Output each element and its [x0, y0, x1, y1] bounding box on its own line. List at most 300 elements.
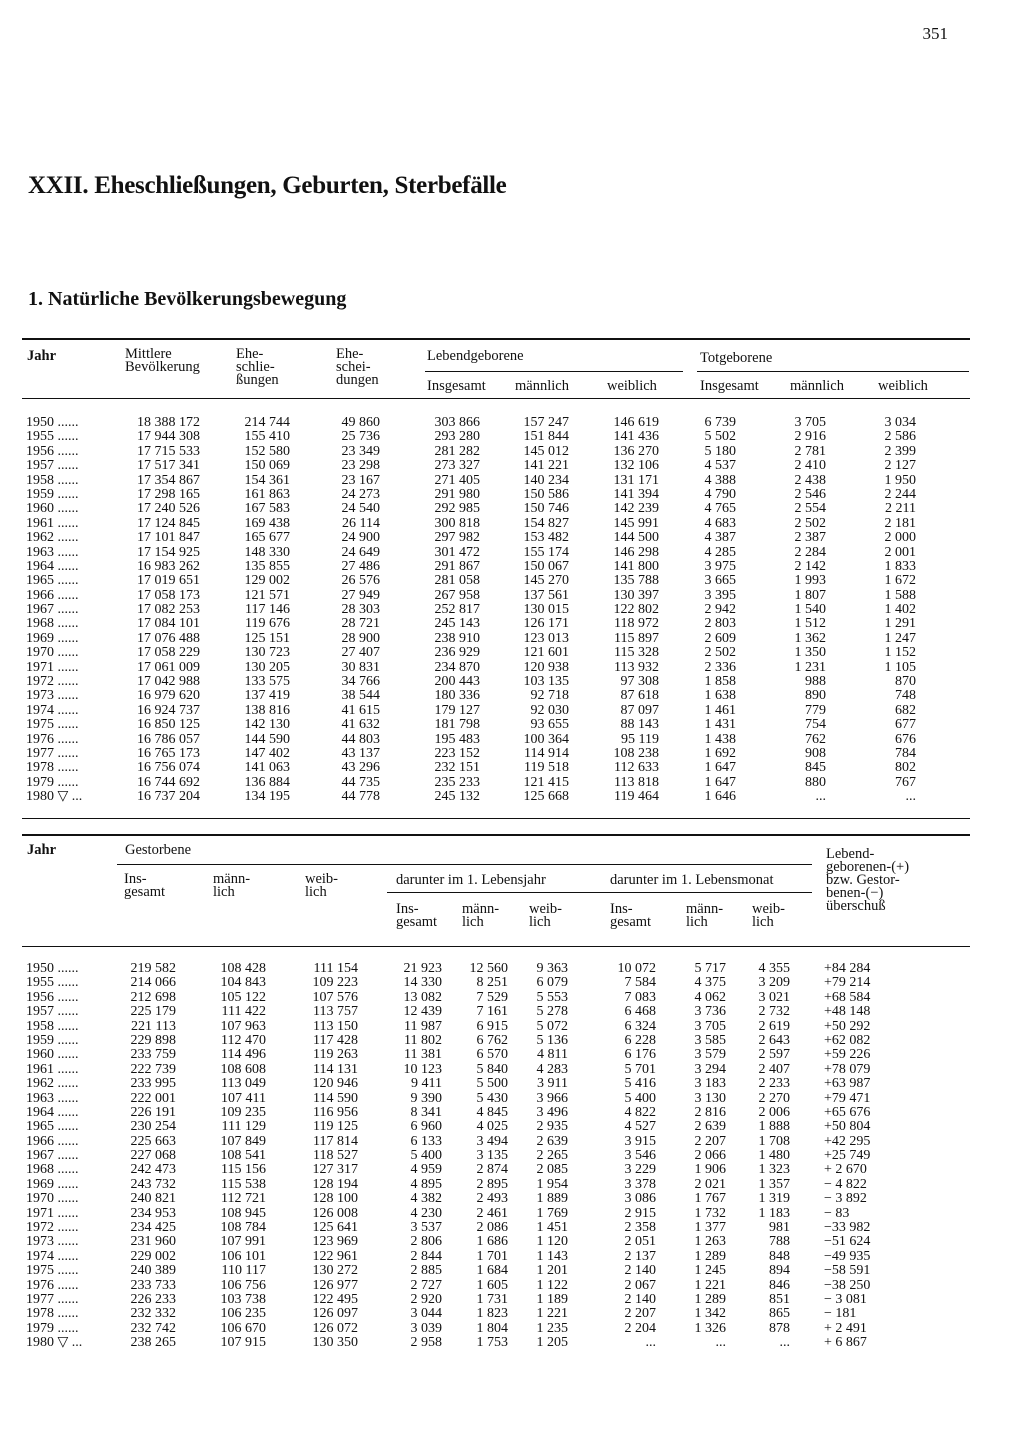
table1-cell-marriages: 136 884 [244, 774, 290, 790]
table2-cell-deaths-female: 119 125 [313, 1119, 358, 1135]
table2-cell-year-male: 5 500 [476, 1076, 508, 1092]
table2-cell-surplus: − 3 081 [824, 1291, 867, 1307]
table2-cell-deaths-total: 240 821 [130, 1191, 176, 1207]
table1-header-population: Mittlere Bevölkerung [125, 346, 200, 375]
table2-cell-year-male: 2 493 [476, 1191, 508, 1207]
table2-cell-deaths-male: 115 156 [221, 1162, 266, 1178]
table1-cell-still-female: 2 586 [884, 429, 916, 445]
table2-cell-year-female: 5 072 [536, 1018, 568, 1034]
table2-cell-years: 1966 ...... [26, 1133, 79, 1149]
table2-top-rule [22, 834, 970, 836]
table2-cell-deaths-male: 108 608 [220, 1061, 266, 1077]
table1-cell-live-male: 103 135 [523, 674, 569, 690]
table1-header-marriages: Ehe- schlie- ßungen [236, 346, 279, 388]
table2-cell-year-female: 1 769 [536, 1205, 568, 1221]
table1-cell-live-female: 141 436 [613, 429, 659, 445]
table2-cell-deaths-male: 107 963 [220, 1018, 266, 1034]
table1-cell-population: 16 765 173 [137, 745, 200, 761]
table1-cell-population: 17 298 165 [137, 486, 200, 502]
table1-cell-live-female: 97 308 [620, 674, 659, 690]
table1-cell-still-male: 1 231 [794, 659, 826, 675]
table2-cell-year-female: 5 553 [536, 989, 568, 1005]
table2-cell-deaths-female: 117 428 [313, 1032, 358, 1048]
table2-cell-month-total: 3 546 [624, 1148, 656, 1164]
table1-cell-marriages: 129 002 [244, 573, 290, 589]
table2-cell-month-male: 1 732 [694, 1205, 726, 1221]
table2-header-deaths-total: Ins- gesamt [124, 871, 166, 900]
table1-cell-still-male: 2 546 [794, 486, 826, 502]
table2-cell-deaths-male: 114 496 [221, 1047, 266, 1063]
table2-gestorbene-rule [117, 864, 812, 865]
table2-cell-deaths-total: 225 179 [130, 1004, 176, 1020]
table2-cell-year-total: 2 958 [410, 1335, 442, 1351]
table2-cell-month-total: 2 051 [624, 1234, 656, 1250]
table1-cell-years: 1966 ...... [26, 587, 79, 603]
table2-cell-deaths-female: 119 263 [313, 1047, 358, 1063]
table1-cell-live-female: 131 171 [613, 472, 659, 488]
table2-cell-deaths-male: 108 945 [220, 1205, 266, 1221]
table1-cell-still-total: 2 336 [704, 659, 736, 675]
table1-cell-live-male: 121 415 [523, 774, 569, 790]
table1-cell-marriages: 148 330 [244, 544, 290, 560]
table1-cell-live-male: 153 482 [523, 530, 569, 546]
table2-col-deaths-female [298, 962, 358, 1351]
table2-cell-month-total: 10 072 [617, 961, 656, 976]
table2-cell-years: 1973 ...... [26, 1234, 79, 1250]
table2-cell-year-male: 1 823 [476, 1306, 508, 1322]
table1-cell-live-total: 267 958 [434, 587, 480, 603]
table1-cell-still-total: 5 180 [704, 443, 736, 459]
table2-cell-years: 1976 ...... [26, 1277, 79, 1293]
table2-cell-deaths-female: 111 154 [313, 961, 358, 976]
table2-cell-month-female: 1 480 [758, 1148, 790, 1164]
table2-cell-month-female: 2 407 [758, 1061, 790, 1077]
table2-cell-year-total: 9 390 [410, 1090, 442, 1106]
table1-cell-live-female: 141 394 [613, 486, 659, 502]
table2-cell-deaths-female: 116 956 [313, 1104, 358, 1120]
table2-cell-month-total: 7 584 [624, 975, 656, 991]
table2-cell-surplus: −33 982 [824, 1220, 871, 1236]
table1-cell-still-total: 1 431 [704, 717, 736, 733]
table2-cell-month-male: 1 906 [694, 1162, 726, 1178]
table1-cell-population: 16 979 620 [137, 688, 200, 704]
table2-cell-month-total: 2 137 [624, 1248, 656, 1264]
table2-cell-year-total: 2 844 [410, 1248, 442, 1264]
table2-cell-year-female: 1 451 [536, 1220, 568, 1236]
table1-cell-live-total: 245 132 [434, 789, 480, 805]
table2-cell-month-total: 5 701 [624, 1061, 656, 1077]
table2-cell-month-total: 2 140 [624, 1291, 656, 1307]
table1-cell-years: 1975 ...... [26, 717, 79, 733]
table2-cell-year-total: 6 960 [410, 1119, 442, 1135]
table2-cell-deaths-female: 120 946 [312, 1076, 358, 1092]
table1-cell-still-female: 3 034 [884, 415, 916, 430]
table1-cell-still-female: 1 672 [884, 573, 916, 589]
table2-cell-month-total: 4 822 [624, 1104, 656, 1120]
table1-cell-live-male: 145 012 [523, 443, 569, 459]
table2-cell-month-female: ... [779, 1335, 790, 1351]
table1-cell-live-female: 119 464 [614, 789, 659, 805]
table1-cell-still-female: 1 105 [884, 659, 916, 675]
table2-cell-year-male: 1 731 [476, 1291, 508, 1307]
table1-cell-live-female: 146 298 [613, 544, 659, 560]
table2-cell-surplus: −58 591 [824, 1263, 871, 1279]
table2-cell-deaths-male: 111 129 [221, 1119, 266, 1135]
table1-cell-still-total: 4 285 [704, 544, 736, 560]
table2-cell-month-female: 878 [769, 1320, 790, 1336]
table1-cell-marriages: 138 816 [244, 702, 290, 718]
table1-cell-divorces: 24 540 [341, 501, 380, 517]
table2-cell-deaths-male: 106 670 [220, 1320, 266, 1336]
table1-cell-live-total: 238 910 [434, 630, 480, 646]
table2-cell-month-male: 2 207 [694, 1133, 726, 1149]
table1-cell-years: 1967 ...... [26, 602, 79, 618]
table1-cell-live-total: 235 233 [434, 774, 480, 790]
table2-cell-years: 1962 ...... [26, 1076, 79, 1092]
table2-cell-surplus: +68 584 [824, 989, 871, 1005]
table1-cell-marriages: 130 723 [244, 645, 290, 661]
table1-cell-years: 1973 ...... [26, 688, 79, 704]
table1-cell-still-total: 1 692 [704, 745, 736, 761]
table1-cell-live-male: 140 234 [523, 472, 569, 488]
table2-cell-deaths-male: 103 738 [220, 1291, 266, 1307]
table2-cell-deaths-male: 107 849 [220, 1133, 266, 1149]
table2-cell-deaths-female: 128 100 [312, 1191, 358, 1207]
table1-cell-still-male: 1 350 [794, 645, 826, 661]
table2-header-first-year: darunter im 1. Lebensjahr [396, 872, 546, 888]
table1-cell-still-female: 677 [895, 717, 916, 733]
table2-cell-year-male: 6 915 [476, 1018, 508, 1034]
table2-cell-deaths-total: 230 254 [130, 1119, 176, 1135]
table1-cell-still-male: 2 554 [794, 501, 826, 517]
table2-cell-surplus: + 2 491 [824, 1320, 867, 1336]
table2-cell-years: 1971 ...... [26, 1205, 79, 1221]
table2-cell-month-male: 1 342 [694, 1306, 726, 1322]
table2-cell-year-total: 4 382 [410, 1191, 442, 1207]
table1-cell-still-male: 880 [805, 774, 826, 790]
table1-cell-divorces: 25 736 [341, 429, 380, 445]
table2-header-deaths-female: weib- lich [305, 871, 339, 900]
table1-cell-live-male: 150 586 [523, 486, 569, 502]
table2-cell-year-female: 1 221 [536, 1306, 568, 1322]
table1-cell-years: 1962 ...... [26, 530, 79, 546]
table2-cell-year-female: 1 954 [536, 1176, 568, 1192]
table2-cell-year-total: 14 330 [403, 975, 442, 991]
table2-cell-month-total: 3 378 [624, 1176, 656, 1192]
table1-cell-live-female: 115 328 [614, 645, 659, 661]
table1-cell-population: 16 756 074 [137, 760, 200, 776]
table1-cell-years: 1959 ...... [26, 486, 79, 502]
table2-cell-deaths-female: 130 272 [312, 1263, 358, 1279]
table1-header-still-male: männlich [790, 378, 844, 394]
table1-cell-live-total: 300 818 [434, 515, 480, 531]
table2-cell-surplus: − 4 822 [824, 1176, 867, 1192]
table1-cell-live-total: 271 405 [434, 472, 480, 488]
table1-cell-still-male: 1 540 [794, 602, 826, 618]
table2-cell-deaths-female: 128 194 [312, 1176, 358, 1192]
table2-col-month-total [604, 962, 656, 1351]
table1-cell-still-total: 1 438 [704, 731, 736, 747]
table2-cell-deaths-total: 227 068 [130, 1148, 176, 1164]
table1-cell-years: 1977 ...... [26, 745, 79, 761]
table2-cell-year-total: 4 230 [410, 1205, 442, 1221]
table1-cell-still-total: 1 858 [704, 674, 736, 690]
table2-cell-month-total: 3 229 [624, 1162, 656, 1178]
table1-cell-live-male: 126 171 [523, 616, 569, 632]
table1-cell-live-female: 141 800 [613, 558, 659, 574]
table2-cell-surplus: +42 295 [824, 1133, 871, 1149]
table1-cell-population: 16 744 692 [137, 774, 200, 790]
table2-cell-deaths-female: 114 590 [313, 1090, 358, 1106]
table1-col-live-female [597, 416, 659, 805]
table2-cell-month-male: 1 289 [694, 1248, 726, 1264]
table1-cell-still-female: 2 181 [884, 515, 916, 531]
table2-sub-rule [387, 892, 812, 893]
table2-cell-deaths-female: 114 131 [313, 1061, 358, 1077]
table2-cell-years: 1979 ...... [26, 1320, 79, 1336]
table1-cell-still-male: 2 916 [794, 429, 826, 445]
table2-cell-month-male: 1 289 [694, 1291, 726, 1307]
table1-cell-years: 1957 ...... [26, 458, 79, 474]
table2-cell-year-male: 3 135 [476, 1148, 508, 1164]
table2-cell-deaths-male: 111 422 [221, 1004, 266, 1020]
table1-cell-still-total: 2 803 [704, 616, 736, 632]
table1-cell-still-female: 2 399 [884, 443, 916, 459]
table2-cell-month-total: 2 358 [624, 1220, 656, 1236]
table1-cell-still-male: 2 387 [794, 530, 826, 546]
table1-col-population [110, 416, 200, 805]
table2-header-rule [22, 946, 970, 947]
table2-cell-year-female: 2 265 [536, 1148, 568, 1164]
table2-cell-surplus: +59 226 [824, 1047, 871, 1063]
table1-cell-marriages: 147 402 [244, 745, 290, 761]
table2-cell-month-male: 1 263 [694, 1234, 726, 1250]
table1-cell-still-male: 2 438 [794, 472, 826, 488]
table1-cell-marriages: 119 676 [245, 616, 290, 632]
table2-cell-month-female: 1 888 [758, 1119, 790, 1135]
table2-cell-year-male: 1 686 [476, 1234, 508, 1250]
table2-cell-year-male: 5 840 [476, 1061, 508, 1077]
table2-cell-deaths-male: 107 411 [221, 1090, 266, 1106]
table2-cell-deaths-female: 113 150 [313, 1018, 358, 1034]
table1-cell-still-female: 1 950 [884, 472, 916, 488]
table1-cell-live-male: 137 561 [523, 587, 569, 603]
table1-cell-live-female: 88 143 [620, 717, 659, 733]
table1-cell-divorces: 43 296 [341, 760, 380, 776]
table1-cell-population: 17 101 847 [137, 530, 200, 546]
table1-cell-divorces: 27 486 [341, 558, 380, 574]
table1-cell-live-male: 119 518 [524, 760, 569, 776]
table1-cell-divorces: 30 831 [341, 659, 380, 675]
table2-cell-month-male: 2 816 [694, 1104, 726, 1120]
table2-header-deaths-male: männ- lich [213, 871, 251, 900]
table2-cell-year-female: 1 205 [536, 1335, 568, 1351]
table2-cell-deaths-male: 104 843 [220, 975, 266, 991]
table1-col-divorces [328, 416, 380, 805]
table1-cell-divorces: 23 167 [341, 472, 380, 488]
table2-cell-year-total: 3 044 [410, 1306, 442, 1322]
table2-cell-surplus: +50 292 [824, 1018, 871, 1034]
table2-cell-surplus: −38 250 [824, 1277, 871, 1293]
table2-cell-year-female: 3 496 [536, 1104, 568, 1120]
table1-cell-population: 16 737 204 [137, 789, 200, 805]
table1-cell-live-total: 181 798 [434, 717, 480, 733]
table2-cell-deaths-male: 113 049 [221, 1076, 266, 1092]
table2-cell-month-male: 2 639 [694, 1119, 726, 1135]
table1-cell-years: 1964 ...... [26, 558, 79, 574]
table1-cell-divorces: 27 407 [341, 645, 380, 661]
table1-cell-still-female: 2 001 [884, 544, 916, 560]
table1-cell-still-female: ... [905, 789, 916, 805]
table2-cell-year-total: 2 920 [410, 1291, 442, 1307]
table1-cell-live-total: 301 472 [434, 544, 480, 560]
table2-cell-years: 1965 ...... [26, 1119, 79, 1135]
table1-cell-still-female: 767 [895, 774, 916, 790]
table1-cell-divorces: 44 735 [341, 774, 380, 790]
table2-cell-month-male: 1 245 [694, 1263, 726, 1279]
table2-cell-surplus: +48 148 [824, 1004, 871, 1020]
table2-header-year-male: männ- lich [462, 901, 500, 930]
table1-cell-years: 1978 ...... [26, 760, 79, 776]
table1-cell-still-female: 2 244 [884, 486, 916, 502]
table1-header-live-male: männlich [515, 378, 569, 394]
table2-cell-deaths-male: 106 101 [220, 1248, 266, 1264]
table2-cell-deaths-male: 108 428 [220, 961, 266, 976]
table1-cell-years: 1950 ...... [26, 415, 79, 430]
table2-cell-year-total: 5 400 [410, 1148, 442, 1164]
table1-cell-years: 1963 ...... [26, 544, 79, 560]
table1-cell-still-male: 1 993 [794, 573, 826, 589]
table2-cell-year-male: 7 161 [476, 1004, 508, 1020]
table1-cell-live-total: 292 985 [434, 501, 480, 517]
table1-cell-still-male: 890 [805, 688, 826, 704]
table1-cell-still-female: 2 127 [884, 458, 916, 474]
table2-cell-month-male: 2 021 [694, 1176, 726, 1192]
table2-cell-month-total: 4 527 [624, 1119, 656, 1135]
table2-cell-deaths-total: 232 742 [130, 1320, 176, 1336]
table2-cell-month-total: 7 083 [624, 989, 656, 1005]
table2-col-years [26, 962, 121, 1351]
table2-cell-year-male: 1 753 [476, 1335, 508, 1351]
table2-cell-years: 1964 ...... [26, 1104, 79, 1120]
table1-cell-marriages: 117 146 [245, 602, 290, 618]
table2-cell-deaths-male: 110 117 [221, 1263, 266, 1279]
table2-cell-deaths-total: 222 001 [130, 1090, 176, 1106]
table2-cell-years: 1957 ...... [26, 1004, 79, 1020]
table1-cell-population: 17 019 651 [137, 573, 200, 589]
table2-cell-month-female: 1 183 [758, 1205, 790, 1221]
table1-cell-still-male: 988 [805, 674, 826, 690]
table1-header-live-female: weiblich [607, 378, 657, 394]
table2-cell-month-female: 1 319 [758, 1191, 790, 1207]
table2-cell-month-female: 848 [769, 1248, 790, 1264]
table2-cell-years: 1950 ...... [26, 961, 79, 976]
table1-cell-still-female: 682 [895, 702, 916, 718]
table2-cell-years: 1980 ▽ ... [26, 1335, 83, 1351]
table1-cell-still-male: 1 362 [794, 630, 826, 646]
table2-cell-year-male: 4 845 [476, 1104, 508, 1120]
table2-cell-month-total: 3 915 [624, 1133, 656, 1149]
table1-cell-still-female: 1 402 [884, 602, 916, 618]
table2-cell-month-male: 3 585 [694, 1032, 726, 1048]
table2-cell-year-total: 13 082 [403, 989, 442, 1005]
table1-cell-marriages: 150 069 [244, 458, 290, 474]
table1-col-live-total [418, 416, 480, 805]
table1-cell-still-total: 3 975 [704, 558, 736, 574]
table1-cell-marriages: 155 410 [244, 429, 290, 445]
table2-cell-month-total: 2 207 [624, 1306, 656, 1322]
table2-cell-year-female: 3 911 [537, 1076, 568, 1092]
table2-cell-month-female: 4 355 [758, 961, 790, 976]
table2-cell-month-female: 2 006 [758, 1104, 790, 1120]
table1-cell-divorces: 27 949 [341, 587, 380, 603]
table1-cell-live-total: 281 058 [434, 573, 480, 589]
table1-cell-still-male: ... [815, 789, 826, 805]
table1-cell-population: 17 076 488 [137, 630, 200, 646]
table2-cell-years: 1955 ...... [26, 975, 79, 991]
table1-cell-live-female: 115 897 [614, 630, 659, 646]
table2-cell-year-total: 11 987 [404, 1018, 442, 1034]
table2-cell-year-female: 1 189 [536, 1291, 568, 1307]
table2-cell-month-total: 2 204 [624, 1320, 656, 1336]
table2-col-year-male [454, 962, 508, 1351]
table2-cell-month-female: 865 [769, 1306, 790, 1322]
table1-cell-population: 17 082 253 [137, 602, 200, 618]
table2-cell-year-male: 4 025 [476, 1119, 508, 1135]
table2-header-first-month: darunter im 1. Lebensmonat [610, 872, 774, 888]
table1-cell-marriages: 161 863 [244, 486, 290, 502]
table1-cell-still-total: 4 537 [704, 458, 736, 474]
table1-cell-divorces: 44 778 [341, 789, 380, 805]
table1-cell-still-total: 4 387 [704, 530, 736, 546]
table2-cell-deaths-female: 126 097 [312, 1306, 358, 1322]
table2-cell-deaths-total: 233 733 [130, 1277, 176, 1293]
table2-cell-deaths-female: 107 576 [312, 989, 358, 1005]
table1-cell-live-total: 245 143 [434, 616, 480, 632]
table2-cell-deaths-total: 232 332 [130, 1306, 176, 1322]
table2-cell-year-female: 1 201 [536, 1263, 568, 1279]
table2-cell-deaths-male: 107 991 [220, 1234, 266, 1250]
table1-cell-marriages: 141 063 [244, 760, 290, 776]
table1-cell-marriages: 133 575 [244, 674, 290, 690]
table2-header-year-total: Ins- gesamt [396, 901, 438, 930]
table2-cell-year-total: 9 411 [411, 1076, 442, 1092]
table2-cell-years: 1974 ...... [26, 1248, 79, 1264]
table1-cell-years: 1961 ...... [26, 515, 79, 531]
table1-cell-still-male: 3 705 [794, 415, 826, 430]
table1-cell-marriages: 125 151 [244, 630, 290, 646]
table1-cell-still-male: 908 [805, 745, 826, 761]
table2-cell-deaths-male: 108 784 [220, 1220, 266, 1236]
table1-cell-population: 17 154 925 [137, 544, 200, 560]
table1-cell-live-male: 150 067 [523, 558, 569, 574]
table1-col-marriages [228, 416, 290, 805]
table1-cell-divorces: 23 349 [341, 443, 380, 459]
table2-cell-surplus: − 83 [824, 1205, 850, 1221]
table2-cell-month-female: 894 [769, 1263, 790, 1279]
table2-cell-year-male: 6 762 [476, 1032, 508, 1048]
table2-col-year-total [388, 962, 442, 1351]
table2-cell-deaths-total: 229 002 [130, 1248, 176, 1264]
table2-cell-month-male: 3 705 [694, 1018, 726, 1034]
table2-cell-deaths-total: 233 995 [130, 1076, 176, 1092]
table2-cell-month-total: 2 067 [624, 1277, 656, 1293]
table2-header-surplus: Lebend- geborenen-(+) bzw. Gestor- benen-(−) überschuß [826, 846, 910, 914]
table2-header-month-female: weib- lich [752, 901, 786, 930]
table1-header-stillbirths: Totgeborene [700, 350, 773, 366]
table1-cell-population: 17 944 308 [137, 429, 200, 445]
table2-cell-year-male: 1 701 [476, 1248, 508, 1264]
